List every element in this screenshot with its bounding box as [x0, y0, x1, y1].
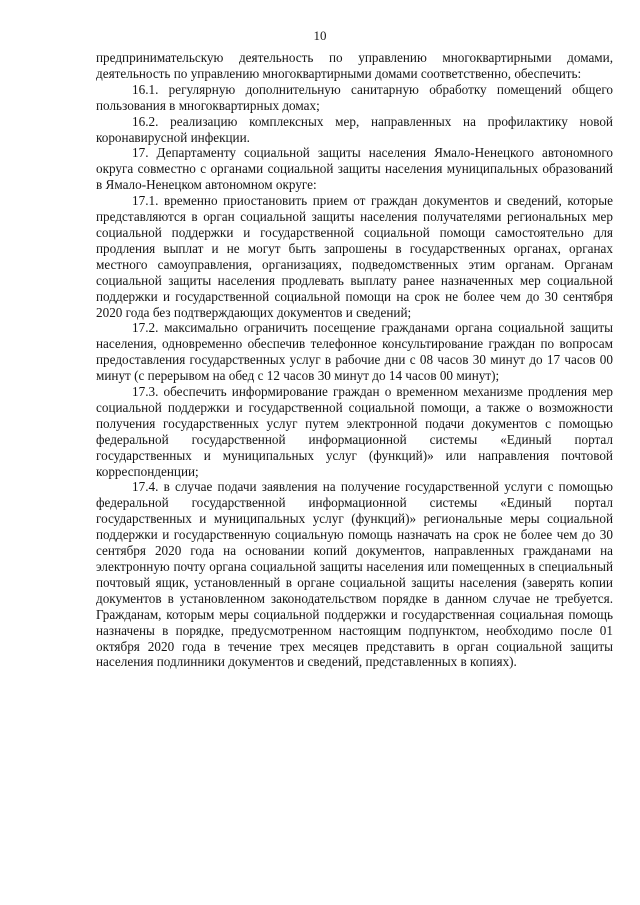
- page-number: 10: [313, 28, 327, 43]
- paragraph-17-4: 17.4. в случае подачи заявления на получение государственной услуги с помощью федеральной государственной информационной системы «Единый портал государственных и муниципальных услуг (функций)» региональные меры социальной поддержки и государственную социальную помощь назначать на срок не более чем до 30 сентября 2020 года на основании копий документов, направленных гражданами на электронную почту органа социальной защиты населения или помещенных в специальный почтовый ящик, установленный в органе социальной защиты населения (заверять копии документов в установленном законодательством порядке в данном случае не требуется. Гражданам, которым меры социальной поддержки и государственная социальная помощь назначены в порядке, предусмотренном настоящим подпунктом, необходимо после 01 октября 2020 года в течение трех месяцев представить в орган социальной защиты населения подлинники документов и сведений, представленных в копиях).: [96, 479, 613, 670]
- paragraph-17: 17. Департаменту социальной защиты населения Ямало-Ненецкого автономного округа совместно с органами социальной защиты населения муниципальных образований в Ямало-Ненецком автономном округе:: [96, 145, 613, 193]
- paragraph-16-continuation: предпринимательскую деятельность по управлению многоквартирными домами, деятельность по управлению многоквартирными домами соответственно, обеспечить:: [96, 50, 613, 81]
- paragraph-17-1: 17.1. временно приостановить прием от граждан документов и сведений, которые представляются в орган социальной защиты населения получателями региональных мер социальной поддержки и государственной социальной помощи самостоятельно для продления выплат и не могут быть запрошены в государственных органах, органах местного самоуправления, организациях, подведомственных этим органам. Органам социальной защиты населения продлевать выплату ранее назначенных мер социальной поддержки и государственной социальной помощи на срок не более чем до 30 сентября 2020 года без подтверждающих документов и сведений;: [96, 193, 613, 320]
- paragraph-16-1: 16.1. регулярную дополнительную санитарную обработку помещений общего пользования в многоквартирных домах;: [96, 81, 613, 113]
- paragraph-17-3: 17.3. обеспечить информирование граждан о временном механизме продления мер социальной поддержки и государственной социальной помощи, а также о возможности получения государственных услуг путем электронной подачи документов с помощью федеральной государственной информационной системы «Единый портал государственных и муниципальных услуг (функций)» или направления почтовой корреспонденции;: [96, 384, 613, 479]
- paragraph-17-2: 17.2. максимально ограничить посещение гражданами органа социальной защиты населения, одновременно обеспечив телефонное консультирование граждан по вопросам предоставления государственных услуг в рабочие дни с 08 часов 30 минут до 17 часов 00 минут (с перерывом на обед с 12 часов 30 минут до 14 часов 00 минут);: [96, 320, 613, 384]
- document-body: [96, 50, 613, 670]
- paragraph-16-2: 16.2. реализацию комплексных мер, направленных на профилактику новой коронавирусной инфекции.: [96, 113, 613, 145]
